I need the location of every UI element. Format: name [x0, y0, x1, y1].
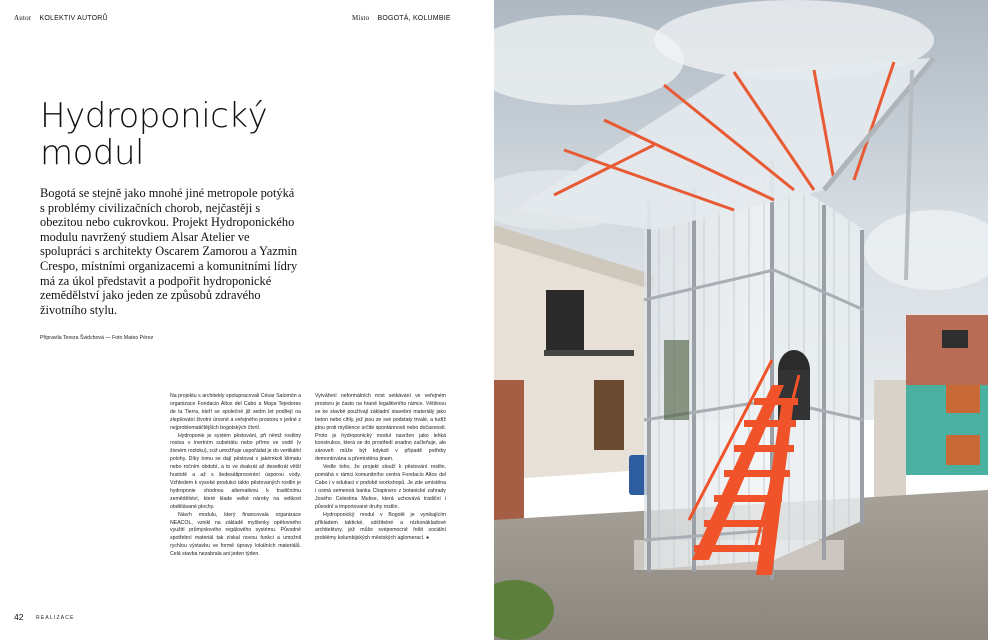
- author-value: KOLEKTIV AUTORŮ: [39, 15, 108, 22]
- left-house-window: [546, 290, 584, 350]
- page-number: 42: [14, 612, 24, 622]
- module-panel-left: [644, 170, 774, 570]
- place-value: BOGOTÁ, KOLUMBIE: [377, 15, 451, 22]
- teal-window: [946, 435, 980, 465]
- teal-window: [946, 385, 980, 413]
- author-meta: [14, 14, 108, 22]
- author-label: Autor: [14, 14, 32, 22]
- article-title: Hydroponický modul: [40, 96, 268, 173]
- place-label: Místo: [352, 14, 370, 22]
- section-name: REALIZACE: [36, 615, 75, 621]
- column2-paragraph-1: Vytváření neformálních míst setkávání ve veřejném prostoru je často na hraně legalitivního rámce. Většinou se ke stavbě používají základní stavební materiály jako beton nebo cihly, jež jsou ze své podstaty trvalé, a tudíž jdou proti myšlence určité spontánnosti nebo dočasnosti. Proto je hydroponický modul navržen jako lehká konstrukce, která se do prostředí snadno začleňuje, ale zároveň může být kdykoli v případě potřeby demontována a přemístěna jinam.: [315, 393, 446, 463]
- column2-paragraph-3: Hydroponický modul v Bogotě je vynikajícím příkladem taktické, udržitelné a nízkonákladové architektury, jež může svépomocně řešit sociální problémy kolumbijských městských aglomerací. ●: [315, 511, 446, 542]
- right-brick-window: [942, 330, 968, 348]
- body-column-2: [315, 393, 446, 543]
- plant-pots: [664, 340, 689, 420]
- right-page-photo: [494, 0, 988, 640]
- column2-paragraph-2: Vedle toho, že projekt slouží k pěstování rostlin, pomáhá v rámci komunitního centra Fondacio Altos del Cabo i v edukaci v podobě workshopů. Je zde umístěna i osmá semenná banka Chapinero z botanické zahrady Josého Celestina Mutise, která uchovává tradiční i původní a importované druhy rostlin.: [315, 464, 446, 510]
- hydroponic-module-photo: [494, 0, 988, 640]
- right-brick-building: [906, 315, 988, 385]
- left-house-balcony: [544, 350, 634, 356]
- column1-paragraph-2: Hydroponie je systém pěstování, při němž rostliny rostou v inertním substrátu nebo přímo ve vodě (v živném roztoku), což umožňuje uspořádat je do vertikální polohy. Díky tomu se dají pěstovat v jakémkoli klimatu nebo ročním období, a to ve dvakrát až desetkrát větší hustotě a až s šedesátiprocentní úsporou vody. Vzhledem k vysoké produkci takto pěstovaných rostlin je hydroponie vhodnou alternativou k tradičnímu zemědělství, které klade velké nároky na velikost obdělávané plochy.: [170, 432, 301, 510]
- place-meta: [352, 14, 451, 22]
- body-column-1: [170, 393, 301, 559]
- article-lead: Bogotá se stejně jako mnohé jiné metropole potýká s problémy civilizačních chorob, nejčastěji s obezitou nebo cukrovkou. Projekt Hydroponického modulu navržený studiem Alsar Atelier ve spolupráci s architekty Oscarem Zamorou a Yazmin Crespo, místními organizacemi a komunitními lídry má za úkol představit a podpořit hydroponické zemědělství jako jeden ze způsobů zdravého životního stylu.: [40, 186, 298, 317]
- left-house-door: [594, 380, 624, 450]
- article-credits: Připravila Tereza Švidchová — Foto Mateo Pérez: [40, 335, 154, 341]
- left-brick-pillar: [494, 380, 524, 530]
- column1-paragraph-1: Na projektu s architekty spolupracovali César Salomón a organizace Fondacio Altos del Cabo a Maya Tejedores de la Tierra, kteří se společně již sedm let podílejí na zlepšování životní úrovně a veřejného prostoru v jedné z nejproblematičtějších bogotských čtvrtí.: [170, 393, 301, 431]
- column1-paragraph-3: Návrh modulu, který financovala organizace NEACOL, vznikl na základě myšlenky opětovného využití průmyslového regálového systému. Původně spotřební materiál tak získal novou funkci a umožnil rychlou výstavbu ve formě úpravy lokálních materiálů. Celá stavba nezabrala ani jeden týden.: [170, 511, 301, 558]
